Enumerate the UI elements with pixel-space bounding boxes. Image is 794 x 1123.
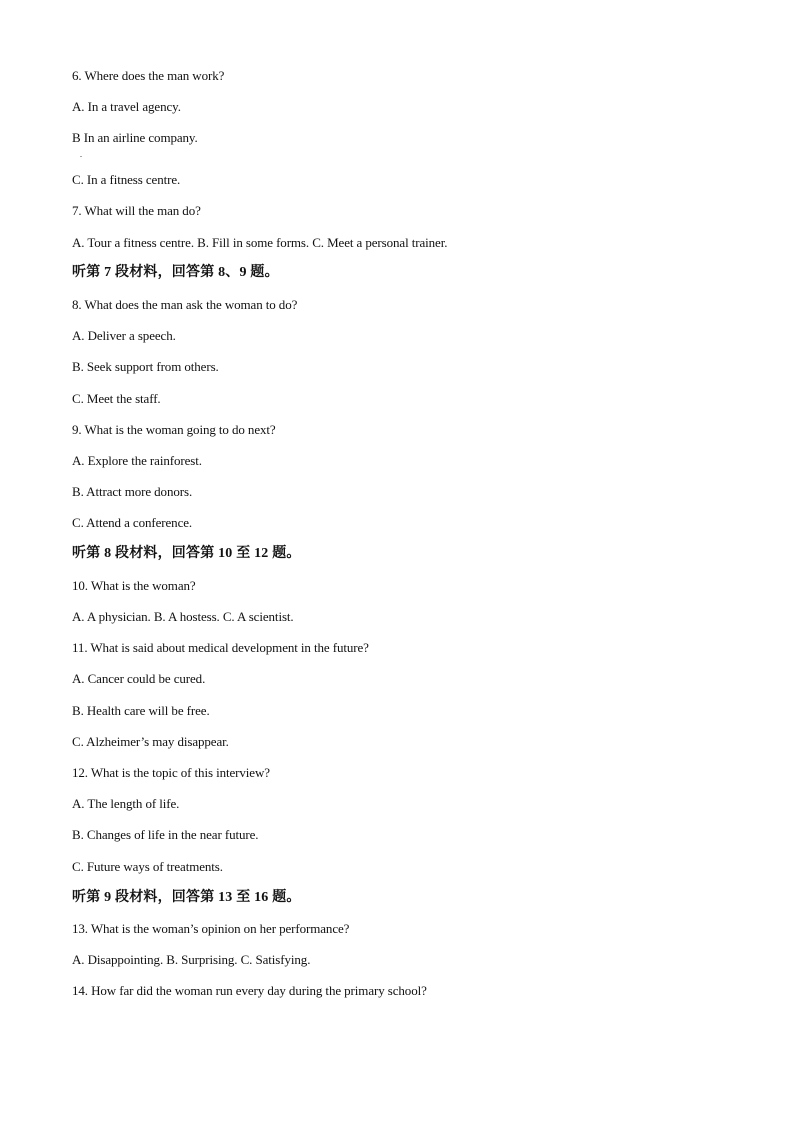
question-12-option-b: B. Changes of life in the near future. xyxy=(72,827,259,842)
question-10: 10. What is the woman? xyxy=(72,578,196,593)
section-heading-7: 听第 7 段材料，回答第 8、9 题。 xyxy=(72,265,279,280)
question-14: 14. How far did the woman run every day during the primary school? xyxy=(72,983,427,998)
question-11-option-c: C. Alzheimer’s may disappear. xyxy=(72,734,229,749)
question-12-option-a: A. The length of life. xyxy=(72,796,180,811)
question-12-option-c: C. Future ways of treatments. xyxy=(72,859,223,874)
question-8-option-a: A. Deliver a speech. xyxy=(72,328,176,343)
stray-dot-mark: . xyxy=(80,150,82,159)
question-11: 11. What is said about medical development in the future? xyxy=(72,640,369,655)
section-heading-9: 听第 9 段材料，回答第 13 至 16 题。 xyxy=(72,890,301,905)
question-8: 8. What does the man ask the woman to do? xyxy=(72,297,298,312)
question-12: 12. What is the topic of this interview? xyxy=(72,765,270,780)
question-6-option-c: C. In a fitness centre. xyxy=(72,172,181,187)
question-13: 13. What is the woman’s opinion on her performance? xyxy=(72,921,350,936)
question-6: 6. Where does the man work? xyxy=(72,68,225,83)
question-6-option-a: A. In a travel agency. xyxy=(72,99,181,114)
question-11-option-b: B. Health care will be free. xyxy=(72,703,210,718)
question-9-option-b: B. Attract more donors. xyxy=(72,484,193,499)
section-heading-8: 听第 8 段材料，回答第 10 至 12 题。 xyxy=(72,546,301,561)
question-8-option-c: C. Meet the staff. xyxy=(72,391,161,406)
question-13-options: A. Disappointing. B. Surprising. C. Satisfying. xyxy=(72,952,311,967)
question-11-option-a: A. Cancer could be cured. xyxy=(72,671,206,686)
question-6-option-b: B In an airline company. xyxy=(72,130,198,145)
question-8-option-b: B. Seek support from others. xyxy=(72,359,219,374)
question-7: 7. What will the man do? xyxy=(72,203,201,218)
question-9-option-a: A. Explore the rainforest. xyxy=(72,453,202,468)
question-10-options: A. A physician. B. A hostess. C. A scientist. xyxy=(72,609,294,624)
question-9: 9. What is the woman going to do next? xyxy=(72,422,276,437)
question-9-option-c: C. Attend a conference. xyxy=(72,515,193,530)
question-7-options: A. Tour a fitness centre. B. Fill in some forms. C. Meet a personal trainer. xyxy=(72,235,448,250)
